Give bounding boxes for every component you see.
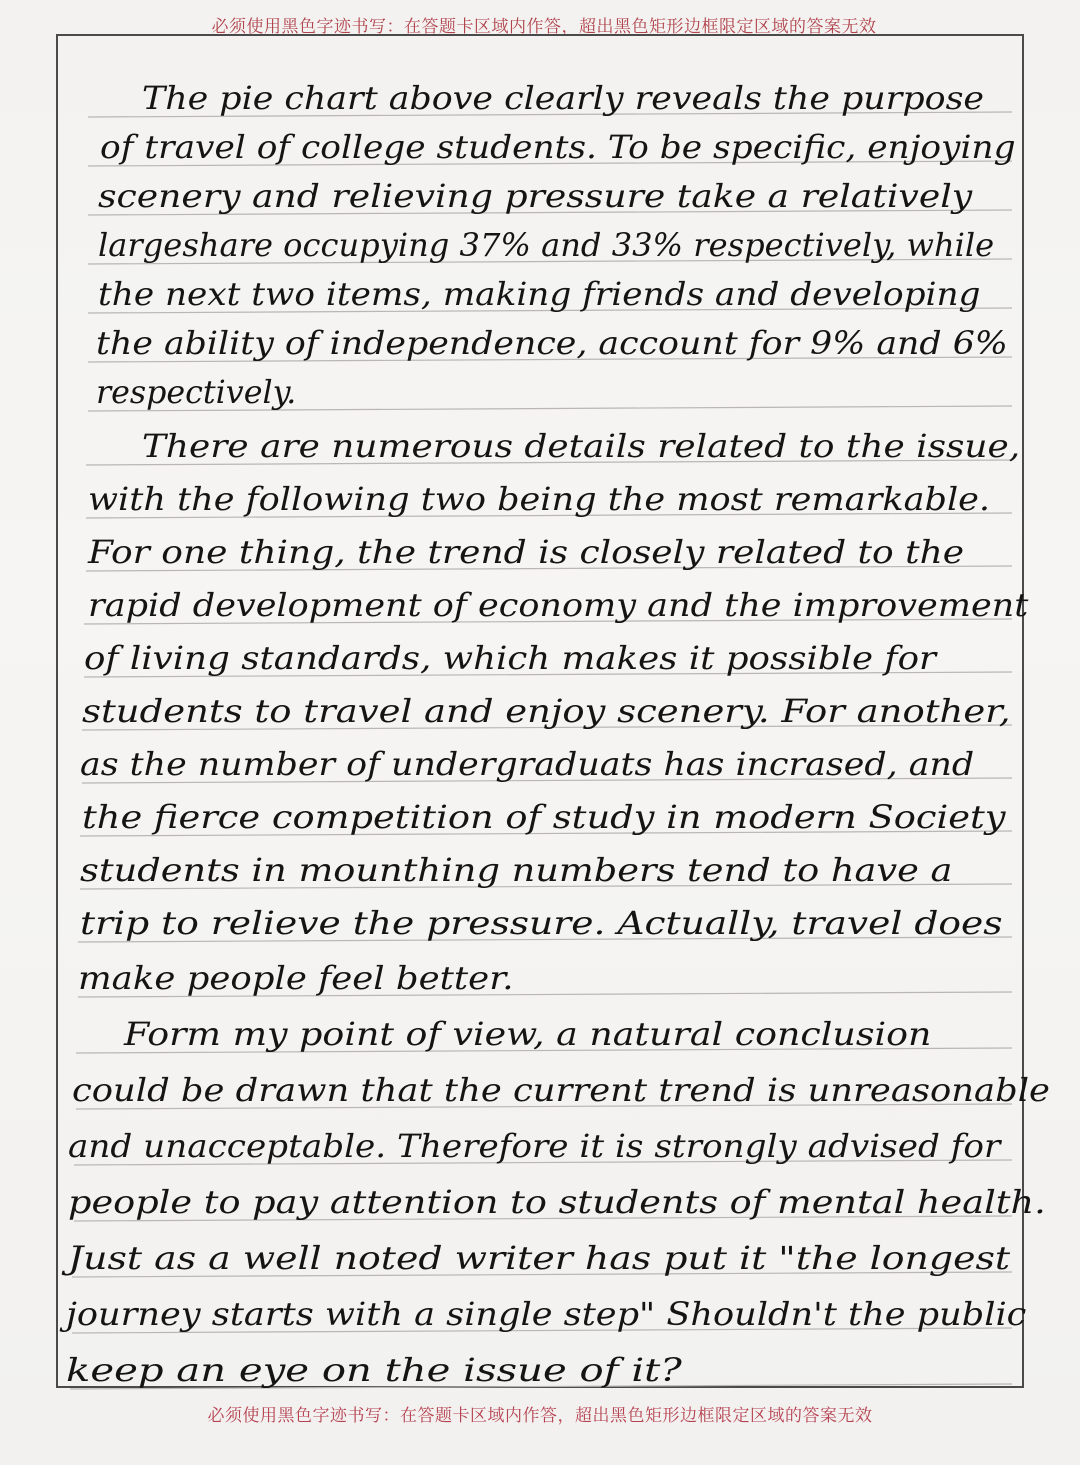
essay-line: with the following two being the most remarkable.: [88, 480, 991, 518]
essay-line: and unacceptable. Therefore it is strongly advised for: [68, 1127, 1001, 1165]
footer-notice: 必须使用黑色字迹书写：在答题卡区域内作答，超出黑色矩形边框限定区域的答案无效: [207, 1406, 873, 1426]
essay-line: as the number of undergraduats has incrased, and: [80, 745, 975, 783]
essay-line: keep an eye on the issue of it?: [66, 1351, 682, 1389]
essay-line: make people feel better.: [78, 959, 514, 997]
essay-line: the next two items, making friends and developing: [98, 275, 981, 313]
essay-line: scenery and relieving pressure take a relatively: [98, 177, 973, 215]
essay-line: respectively.: [96, 373, 297, 411]
essay-line: Form my point of view, a natural conclusion: [124, 1015, 932, 1053]
essay-line: For one thing, the trend is closely related to the: [88, 533, 965, 571]
header-notice: 必须使用黑色字迹书写：在答题卡区域内作答，超出黑色矩形边框限定区域的答案无效: [211, 17, 877, 37]
essay-line: largeshare occupying 37% and 33% respectively, while: [98, 226, 995, 264]
essay-line: the ability of independence, account for 9% and 6%: [96, 324, 1008, 362]
essay-line: of travel of college students. To be specific, enjoying: [100, 128, 1016, 166]
essay-line: could be drawn that the current trend is unreasonable: [72, 1071, 1050, 1109]
essay-line: trip to relieve the pressure. Actually, travel does: [80, 904, 1003, 942]
essay-line: The pie chart above clearly reveals the purpose: [142, 79, 985, 117]
essay-line: There are numerous details related to the issue,: [142, 427, 1021, 465]
essay-line: students in mounthing numbers tend to have a: [80, 851, 953, 889]
essay-line: the fierce competition of study in modern Society: [82, 798, 1006, 836]
essay-line: people to pay attention to students of mental health.: [68, 1183, 1046, 1221]
essay-line: journey starts with a single step" Shouldn't the public: [66, 1295, 1027, 1333]
essay-line: of living standards, which makes it possible for: [84, 639, 937, 677]
essay-line: Just as a well noted writer has put it "the longest: [68, 1239, 1011, 1277]
essay-line: students to travel and enjoy scenery. For another,: [82, 692, 1011, 730]
essay-line: rapid development of economy and the improvement: [88, 586, 1029, 624]
